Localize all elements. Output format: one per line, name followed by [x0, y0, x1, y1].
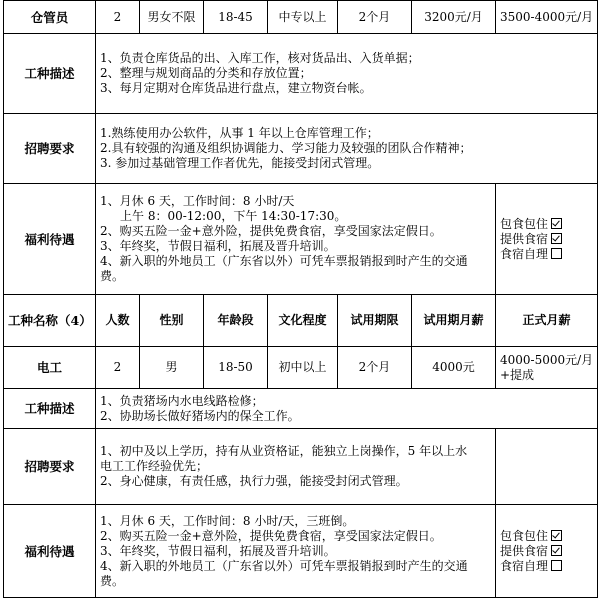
job3-req-row [4, 114, 598, 184]
job4-options [496, 505, 598, 598]
job3-count: 2 [96, 1, 140, 34]
job4-option [500, 559, 593, 574]
job4-req-line: 电工工作经验优先； [100, 459, 209, 473]
job3-benefit-line: 上午 8：00-12:00，下午 14:30-17:30。 [120, 209, 347, 223]
job4-benefit-line: 2、购买五险一金+意外险，提供免费食宿，享受国家法定假日。 [100, 528, 442, 543]
job4-benefit-row [4, 505, 598, 598]
job3-benefit-line: 4、新入职的外地员工（广东省以外）可凭车票报销报到时产生的交通 [100, 254, 468, 268]
job3-option [500, 247, 593, 262]
job4-req-line: 1、初中及以上学历，持有从业资格证，能独立上岗操作，5 年以上水 [100, 444, 468, 458]
job4-benefit-line: 4、新入职的外地员工（广东省以外）可凭车票报销报到时产生的交通 [100, 558, 468, 573]
job3-education: 中专以上 [268, 1, 338, 34]
job4-probation-salary: 4000元 [412, 347, 496, 389]
job3-option [500, 232, 593, 247]
job3-summary-row [4, 1, 598, 34]
header-count: 人数 [96, 295, 140, 347]
job3-req-line: 2.具有较强的沟通及组织协调能力、学习能力及较强的团队合作精神； [100, 141, 472, 155]
job4-desc [96, 389, 598, 429]
job3-req-line: 3. 参加过基础管理工作者优先，能接受封闭式管理。 [100, 156, 380, 170]
job3-gender: 男女不限 [140, 1, 204, 34]
job4-benefit-line: 1、月休 6 天，工作时间：8 小时/天，三班倒。 [100, 513, 355, 528]
job3-benefit-line: 1、月休 6 天，工作时间：8 小时/天 [100, 194, 295, 208]
header-education: 文化程度 [268, 295, 338, 347]
job4-gender: 男 [140, 347, 204, 389]
job4-benefit-line: 费。 [100, 573, 125, 588]
checkbox-icon [551, 560, 562, 571]
job3-desc-row [4, 34, 598, 114]
header-probation-period: 试用期限 [338, 295, 412, 347]
job4-benefits [96, 505, 496, 598]
job3-desc [96, 34, 598, 114]
header-age: 年龄段 [204, 295, 268, 347]
job-table [3, 0, 598, 598]
header-name: 工种名称（4） [4, 295, 96, 347]
job3-desc-line: 2、整理与规划商品的分类和存放位置； [100, 66, 312, 80]
job3-desc-label: 工种描述 [4, 34, 96, 114]
job3-req-label: 招聘要求 [4, 114, 96, 184]
job4-req-label: 招聘要求 [4, 429, 96, 505]
job4-option [500, 544, 593, 559]
job4-salary-bonus: +提成 [500, 367, 535, 382]
option-label: 食宿自理 [500, 558, 549, 573]
job4-probation-period: 2个月 [338, 347, 412, 389]
checkbox-icon [551, 530, 562, 541]
job3-age: 18-45 [204, 1, 268, 34]
job4-req-empty [496, 429, 598, 505]
option-label: 食宿自理 [500, 246, 549, 261]
job4-req [96, 429, 496, 505]
job3-benefit-row [4, 184, 598, 295]
header-probation-salary: 试用期月薪 [412, 295, 496, 347]
job3-benefits [96, 184, 496, 295]
job4-benefit-line: 3、年终奖，节假日福利，拓展及晋升培训。 [100, 543, 336, 558]
job3-probation-period: 2个月 [338, 1, 412, 34]
checkbox-icon [551, 248, 562, 259]
job4-education: 初中以上 [268, 347, 338, 389]
checkbox-icon [551, 218, 562, 229]
job4-desc-line: 2、协助场长做好猪场内的保全工作。 [100, 408, 300, 423]
job4-option [500, 529, 593, 544]
job3-benefit-line: 3、年终奖，节假日福利，拓展及晋升培训。 [100, 239, 336, 253]
job3-req [96, 114, 598, 184]
job4-req-line: 2、身心健康，有责任感，执行力强，能接受封闭式管理。 [100, 474, 408, 488]
job4-salary [496, 347, 598, 389]
job4-benefit-label: 福利待遇 [4, 505, 96, 598]
job4-age: 18-50 [204, 347, 268, 389]
header-salary: 正式月薪 [496, 295, 598, 347]
job4-count: 2 [96, 347, 140, 389]
job3-desc-line: 1、负责仓库货品的出、入库工作，核对货品出、入货单据； [100, 51, 420, 65]
job3-benefit-line: 2、购买五险一金+意外险，提供免费食宿，享受国家法定假日。 [100, 224, 442, 238]
job3-req-line: 1.熟练使用办公软件，从事 1 年以上仓库管理工作； [100, 126, 379, 140]
header-row [4, 295, 598, 347]
job3-salary: 3500-4000元/月 [496, 1, 598, 34]
job4-desc-label: 工种描述 [4, 389, 96, 429]
job4-desc-row [4, 389, 598, 429]
option-label: 包食包住 [500, 528, 549, 543]
checkbox-icon [551, 233, 562, 244]
job3-option [500, 217, 593, 232]
option-label: 提供食宿 [500, 543, 549, 558]
job3-benefit-label: 福利待遇 [4, 184, 96, 295]
job3-probation-salary: 3200元/月 [412, 1, 496, 34]
option-label: 包食包住 [500, 216, 549, 231]
job4-name: 电工 [4, 347, 96, 389]
option-label: 提供食宿 [500, 231, 549, 246]
job3-name: 仓管员 [4, 1, 96, 34]
header-gender: 性别 [140, 295, 204, 347]
job4-req-row [4, 429, 598, 505]
job4-desc-line: 1、负责猪场内水电线路检修； [100, 393, 264, 408]
checkbox-icon [551, 545, 562, 556]
job3-desc-line: 3、每月定期对仓库货品进行盘点，建立物资台帐。 [100, 81, 372, 95]
job4-summary-row [4, 347, 598, 389]
job4-salary-range: 4000-5000元/月 [500, 352, 594, 367]
job3-options [496, 184, 598, 295]
job3-benefit-line: 费。 [100, 269, 125, 283]
